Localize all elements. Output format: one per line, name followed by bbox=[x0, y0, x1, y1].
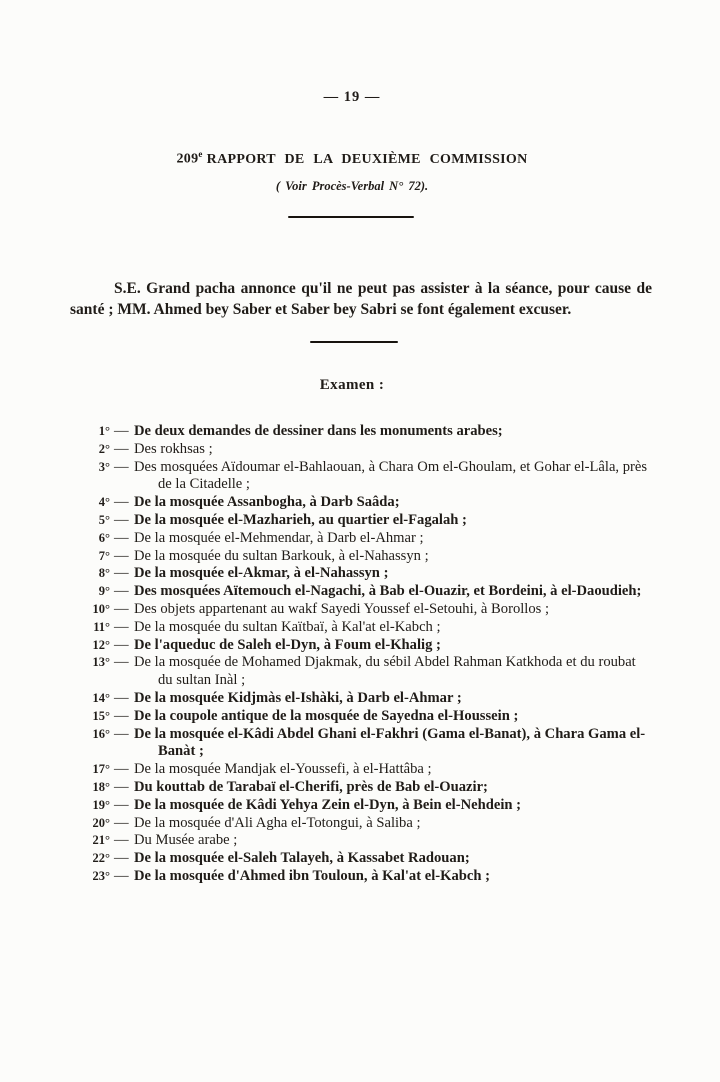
report-title-ordinal-suffix: e bbox=[198, 149, 203, 159]
list-item-text: De la mosquée el-Mazharieh, au quartier el-Fagalah ; bbox=[134, 511, 467, 528]
list-item-text: De la mosquée el-Akmar, à el-Nahassyn ; bbox=[134, 565, 389, 582]
list-item bbox=[0, 530, 650, 548]
list-item bbox=[0, 850, 650, 868]
list-item-number: 2° bbox=[98, 441, 110, 456]
list-item bbox=[0, 832, 650, 850]
list-item bbox=[0, 459, 650, 495]
list-item bbox=[0, 797, 650, 815]
list-item-dash: — bbox=[114, 761, 129, 778]
list-item-text: De la mosquée el-Saleh Talayeh, à Kassabet Radouan; bbox=[134, 850, 470, 867]
list-item-text: De la mosquée du sultan Barkouk, à el-Nahassyn ; bbox=[134, 547, 429, 564]
list-item-dash: — bbox=[114, 565, 129, 582]
list-item-number: 8° bbox=[98, 566, 110, 581]
list-item-text: Des mosquées Aïdoumar el-Bahlaouan, à Chara Om el-Ghoulam, et Gohar el-Lâla, près de la Citadelle ; bbox=[134, 458, 648, 493]
list-item-dash: — bbox=[114, 529, 129, 546]
list-item-number: 19° bbox=[92, 797, 110, 812]
report-title bbox=[0, 149, 704, 168]
list-item bbox=[0, 654, 650, 690]
page-number: — 19 — bbox=[323, 89, 381, 105]
list-item bbox=[0, 708, 650, 726]
list-item-text: Des objets appartenant au wakf Sayedi Youssef el-Setouhi, à Borollos ; bbox=[134, 600, 550, 617]
list-item-dash: — bbox=[114, 636, 129, 653]
list-item-number: 9° bbox=[98, 584, 110, 599]
list-item-text: Du kouttab de Tarabaï el-Cherifi, près de Bab el-Ouazir; bbox=[134, 778, 488, 795]
examen-list bbox=[0, 423, 650, 886]
report-title-ordinal: 209 bbox=[176, 151, 199, 167]
list-item bbox=[0, 868, 650, 886]
list-item bbox=[0, 690, 650, 708]
list-item-text: Du Musée arabe ; bbox=[134, 832, 238, 849]
list-item bbox=[0, 548, 650, 566]
list-item-text: De la mosquée du sultan Kaïtbaï, à Kal'at el-Kabch ; bbox=[134, 618, 441, 635]
list-item-number: 1° bbox=[98, 424, 110, 438]
list-item-number: 21° bbox=[92, 833, 110, 848]
list-item-dash: — bbox=[114, 796, 129, 813]
list-item-text: De la mosquée Mandjak el-Youssefi, à el-Hattâba ; bbox=[134, 761, 432, 778]
list-item bbox=[0, 512, 650, 530]
list-item-text: De la mosquée el-Kâdi Abdel Ghani el-Fakhri (Gama el-Banat), à Chara Gama el-Banàt ; bbox=[134, 725, 646, 760]
list-item-text: De la mosquée Assanbogha, à Darb Saâda; bbox=[134, 494, 400, 511]
list-item-number: 10° bbox=[92, 601, 110, 616]
horizontal-rule-middle bbox=[310, 341, 398, 343]
list-item-dash: — bbox=[114, 600, 129, 617]
report-title-text: RAPPORT DE LA DEUXIÈME COMMISSION bbox=[206, 151, 528, 167]
list-item-text: De la mosquée el-Mehmendar, à Darb el-Ahmar ; bbox=[134, 529, 424, 546]
list-item-number: 11° bbox=[93, 619, 110, 634]
list-item-text: Des rokhsas ; bbox=[134, 440, 213, 457]
list-item-number: 14° bbox=[92, 690, 110, 705]
list-item bbox=[0, 761, 650, 779]
list-item-dash: — bbox=[114, 423, 129, 439]
list-item-number: 12° bbox=[92, 637, 110, 652]
list-item-dash: — bbox=[114, 707, 129, 724]
list-item-dash: — bbox=[114, 689, 129, 706]
list-item bbox=[0, 583, 650, 601]
list-item-dash: — bbox=[114, 583, 129, 600]
announcement-paragraph: S.E. Grand pacha annonce qu'il ne peut pas assister à la séance, pour cause de santé ; MM. Ahmed bey Saber et Saber bey Sabri se font également excuser. bbox=[70, 279, 652, 318]
list-item-text: De la mosquée d'Ahmed ibn Touloun, à Kal'at el-Kabch ; bbox=[134, 867, 490, 884]
list-item-number: 4° bbox=[98, 495, 110, 510]
list-item-number: 22° bbox=[92, 851, 110, 866]
list-item bbox=[0, 637, 650, 655]
list-item-dash: — bbox=[114, 850, 129, 867]
list-item-number: 20° bbox=[92, 815, 110, 830]
list-item-number: 7° bbox=[98, 548, 110, 563]
list-item-text: De la mosquée de Kâdi Yehya Zein el-Dyn, à Bein el-Nehdein ; bbox=[134, 796, 522, 813]
list-item-number: 3° bbox=[98, 459, 110, 474]
list-item-number: 23° bbox=[92, 868, 110, 883]
list-item-dash: — bbox=[114, 814, 129, 831]
section-heading: Examen : bbox=[319, 377, 385, 393]
list-item bbox=[0, 494, 650, 512]
list-item-text: De la mosquée Kidjmàs el-Ishàki, à Darb el-Ahmar ; bbox=[134, 689, 462, 706]
report-subtitle: ( Voir Procès-Verbal N° 72). bbox=[275, 179, 429, 193]
list-item-text: De la coupole antique de la mosquée de Sayedna el-Houssein ; bbox=[134, 707, 519, 724]
list-item-dash: — bbox=[114, 458, 129, 475]
list-item bbox=[0, 441, 650, 459]
list-item bbox=[0, 619, 650, 637]
list-item-dash: — bbox=[114, 867, 129, 884]
list-item-text: Des mosquées Aïtemouch el-Nagachi, à Bab el-Ouazir, et Bordeini, à el-Daoudieh; bbox=[134, 583, 642, 600]
list-item-dash: — bbox=[114, 654, 129, 671]
list-item bbox=[0, 815, 650, 833]
list-item-dash: — bbox=[114, 440, 129, 457]
list-item bbox=[0, 779, 650, 797]
list-item-dash: — bbox=[114, 725, 129, 742]
list-item-text: De la mosquée de Mohamed Djakmak, du sébil Abdel Rahman Katkhoda et du roubat du sultan Inàl ; bbox=[134, 654, 636, 689]
list-item-text: De l'aqueduc de Saleh el-Dyn, à Foum el-Khalig ; bbox=[134, 636, 441, 653]
list-item-number: 17° bbox=[92, 762, 110, 777]
list-item-number: 15° bbox=[92, 708, 110, 723]
list-item-number: 18° bbox=[92, 779, 110, 794]
list-item-number: 13° bbox=[92, 655, 110, 670]
list-item-dash: — bbox=[114, 494, 129, 511]
list-item-text: De la mosquée d'Ali Agha el-Totongui, à Saliba ; bbox=[134, 814, 421, 831]
list-item-number: 5° bbox=[98, 512, 110, 527]
list-item-dash: — bbox=[114, 511, 129, 528]
list-item bbox=[0, 726, 650, 762]
list-item bbox=[0, 565, 650, 583]
list-item bbox=[0, 601, 650, 619]
horizontal-rule-top bbox=[288, 216, 414, 218]
list-item-number: 16° bbox=[92, 726, 110, 741]
list-item-dash: — bbox=[114, 547, 129, 564]
list-item-dash: — bbox=[114, 778, 129, 795]
list-item-text: De deux demandes de dessiner dans les monuments arabes; bbox=[134, 423, 503, 439]
list-item-dash: — bbox=[114, 832, 129, 849]
list-item-dash: — bbox=[114, 618, 129, 635]
list-item-number: 6° bbox=[98, 530, 110, 545]
list-item bbox=[0, 423, 650, 441]
